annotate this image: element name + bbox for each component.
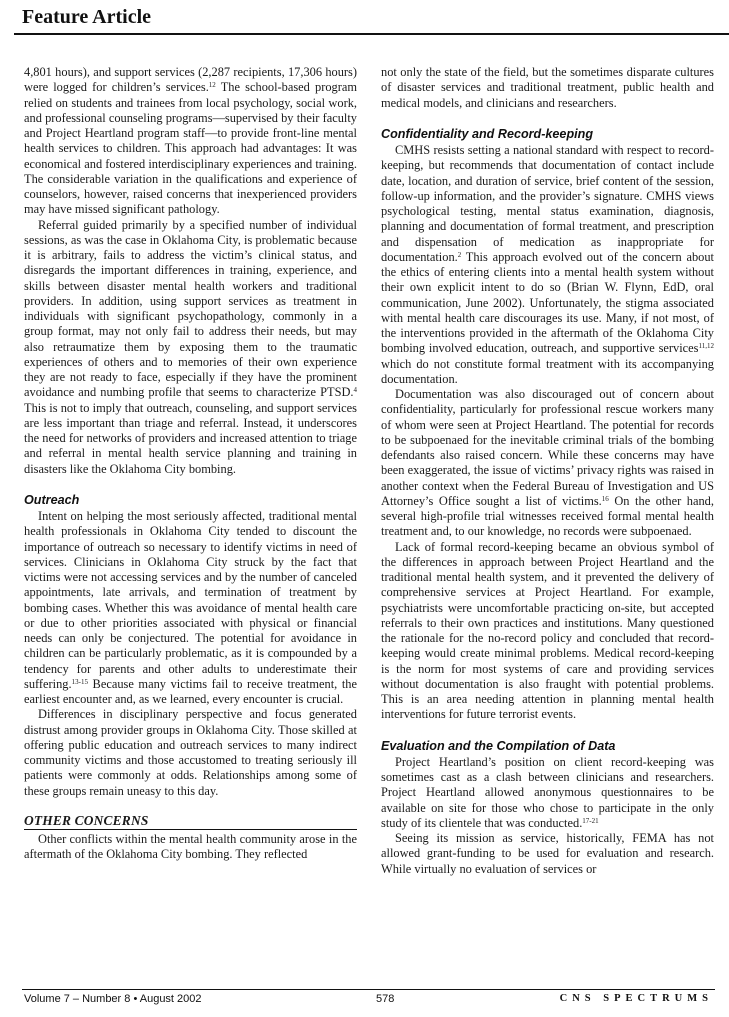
subheading-confidentiality: Confidentiality and Record-keeping xyxy=(381,126,594,141)
left-column xyxy=(24,65,357,970)
paragraph xyxy=(24,509,357,707)
citation: 17-21 xyxy=(582,816,599,825)
paragraph: Other conflicts within the mental health community arose in the aftermath of the Oklahoma City bombing. They reflected xyxy=(24,832,357,862)
citation: 11,12 xyxy=(698,342,714,351)
text: which do not constitute formal treatment with its accompanying documentation. xyxy=(381,356,714,386)
paragraph xyxy=(24,65,357,218)
citation: 16 xyxy=(601,494,609,503)
section-title: Feature Article xyxy=(22,6,152,28)
text: On the other hand, several high-profile trial witnesses received formal mental health treatment and, to our knowledge, no records were subpoenaed. xyxy=(381,493,714,539)
section-heading-other-concerns: OTHER CONCERNS xyxy=(24,813,357,830)
citation: 4 xyxy=(353,386,357,395)
citation: 2 xyxy=(457,250,462,259)
header-rule xyxy=(14,33,729,35)
text: Because many victims fail to receive treatment, the earliest encounter and, as we learned, every encounter is crucial. xyxy=(24,676,357,706)
text: The school-based program relied on students and trainees from local psychology, social work, and professional counseling programs—supervised by their faculty and Project Heartland program staff—to provide front-line mental health services to children. This approach had advantages: It was economical and fostered interdisciplinary experiences and training. The considerable variation in the qualifications and experience of counselors, however, raised concerns that inexperienced providers may have missed significant pathology. xyxy=(24,80,358,217)
citation: 12 xyxy=(208,81,216,90)
subheading-evaluation: Evaluation and the Compilation of Data xyxy=(381,738,616,753)
paragraph xyxy=(24,218,357,477)
text: Intent on helping the most seriously affected, traditional mental health professionals in Oklahoma City tended to discount the importance of outreach so necessary to identify victims in need of services. Clinicians in Oklahoma City struck by the fact that victims were not accessing services and by the number of canceled appointments, late arrivals, and termination of treatment by bombing cases. Whether this was avoidance of mental health care or due to other priorities associated with physical or financial needs can only be conjectured. The potential for avoidance in children can be particularly problematic, as it is compounded by a tendency for parents and other adults to underestimate their suffering. xyxy=(24,509,357,691)
issue-info: Volume 7 – Number 8 • August 2002 xyxy=(24,993,202,1005)
text: CMHS resists setting a national standard with respect to record-keeping, but recommends that documentation of contact include date, location, and duration of service, brief content of the session, follow-up information, and the provider’s signature. CMHS views psychological testing, mental status examination, diagnosis, planning and documentation of formal treatment, and prescription and dispensation of medication as inappropriate for documentation. xyxy=(381,143,714,264)
text: This approach evolved out of the concern about the ethics of entering clients into a mental health system without their own explicit intent to do so (Brian W. Flynn, EdD, oral communication, June 2002). Unfortunately, the stigma associated with mental health care discourages its use. Many, if not most, of the interventions provided in the aftermath of the Oklahoma City bombing involved education, outreach, and supportive services xyxy=(381,249,714,356)
subheading-outreach: Outreach xyxy=(24,492,80,507)
text: Referral guided primarily by a specified number of individual sessions, as was the case in Oklahoma City, is problematic because it is arbitrary, fails to address the victim’s clinical status, and disregards the important differences in training, experience, and skills between disaster mental health workers and traditional providers. In addition, using support services as treatment in individuals with significant psychopathology, commonly in a group format, may not only fail to address their needs, but may also retraumatize them by exposing them to the traumatic experiences of others and to memories of their own experience they are not ready to face, especially if they have the prominent avoidance and numbing profile that seems to characterize PTSD. xyxy=(24,217,357,400)
paragraph: Differences in disciplinary perspective and focus generated distrust among provider groups in Oklahoma City. Those skilled at offering public education and outreach services to many indirect community victims and those accustomed to treating seriously ill patients were commonly at odds. Relationships among some of these groups remain uneasy to this day. xyxy=(24,707,357,798)
paragraph xyxy=(381,387,714,540)
page-footer xyxy=(22,993,715,1009)
text: This is not to imply that outreach, counseling, and support services are less important than triage and referral. Instead, it underscores the need for networks of providers and increased attention to triage and referral in mental health service planning and training in disasters like the Oklahoma City bombing. xyxy=(24,400,357,476)
text: 4,801 hours), and support services (2,287 recipients, 17,306 hours) were logged for children’s services. xyxy=(24,65,357,95)
text: Documentation was also discouraged out of concern about confidentiality, particularly for professional rescue workers many of whom were seen at Project Heartland. The potential for records to be subpoenaed for the inevitable criminal trials of the bombing defendants also raised concern. While these concerns may have been exaggerated, the issue of victims’ privacy rights was raised in another context when the Federal Bureau of Investigation and US Attorney’s Office sought a list of victims. xyxy=(381,387,714,508)
text: Project Heartland’s position on client record-keeping was sometimes cast as a clash between clinicians and researchers. Project Heartland allowed anonymous questionnaires to be available on site for those who chose to participate in the only study of its clientele that was conducted. xyxy=(381,754,714,830)
paragraph xyxy=(381,755,714,831)
citation: 13-15 xyxy=(71,677,88,686)
journal-name: CNS SPECTRUMS xyxy=(559,993,713,1004)
page-number: 578 xyxy=(376,993,395,1005)
paragraph: Seeing its mission as service, historically, FEMA has not allowed grant-funding to be used for evaluation and research. While virtually no evaluation of services or xyxy=(381,831,714,876)
right-column xyxy=(381,65,714,970)
article-body xyxy=(24,65,714,970)
paragraph: Lack of formal record-keeping became an obvious symbol of the differences in approach between Project Heartland and the traditional mental health system, and it prevented the delivery of comprehensive services at Project Heartland. For example, psychiatrists were uncomfortable practicing on-site, but accepted referrals to their own practices and institutions. Many questioned the rationale for the no-record policy and concluded that record-keeping would create minimal problems. Medical record-keeping is the norm for most systems of care and providing services without documentation is also fraught with potential problems. This is an area needing attention in planning mental health interventions for future terrorist events. xyxy=(381,539,714,722)
footer-rule xyxy=(22,989,715,990)
paragraph: not only the state of the field, but the sometimes disparate cultures of disaster services and traditional treatment, public health and medical models, and clinicians and researchers. xyxy=(381,65,714,110)
paragraph xyxy=(381,143,714,387)
